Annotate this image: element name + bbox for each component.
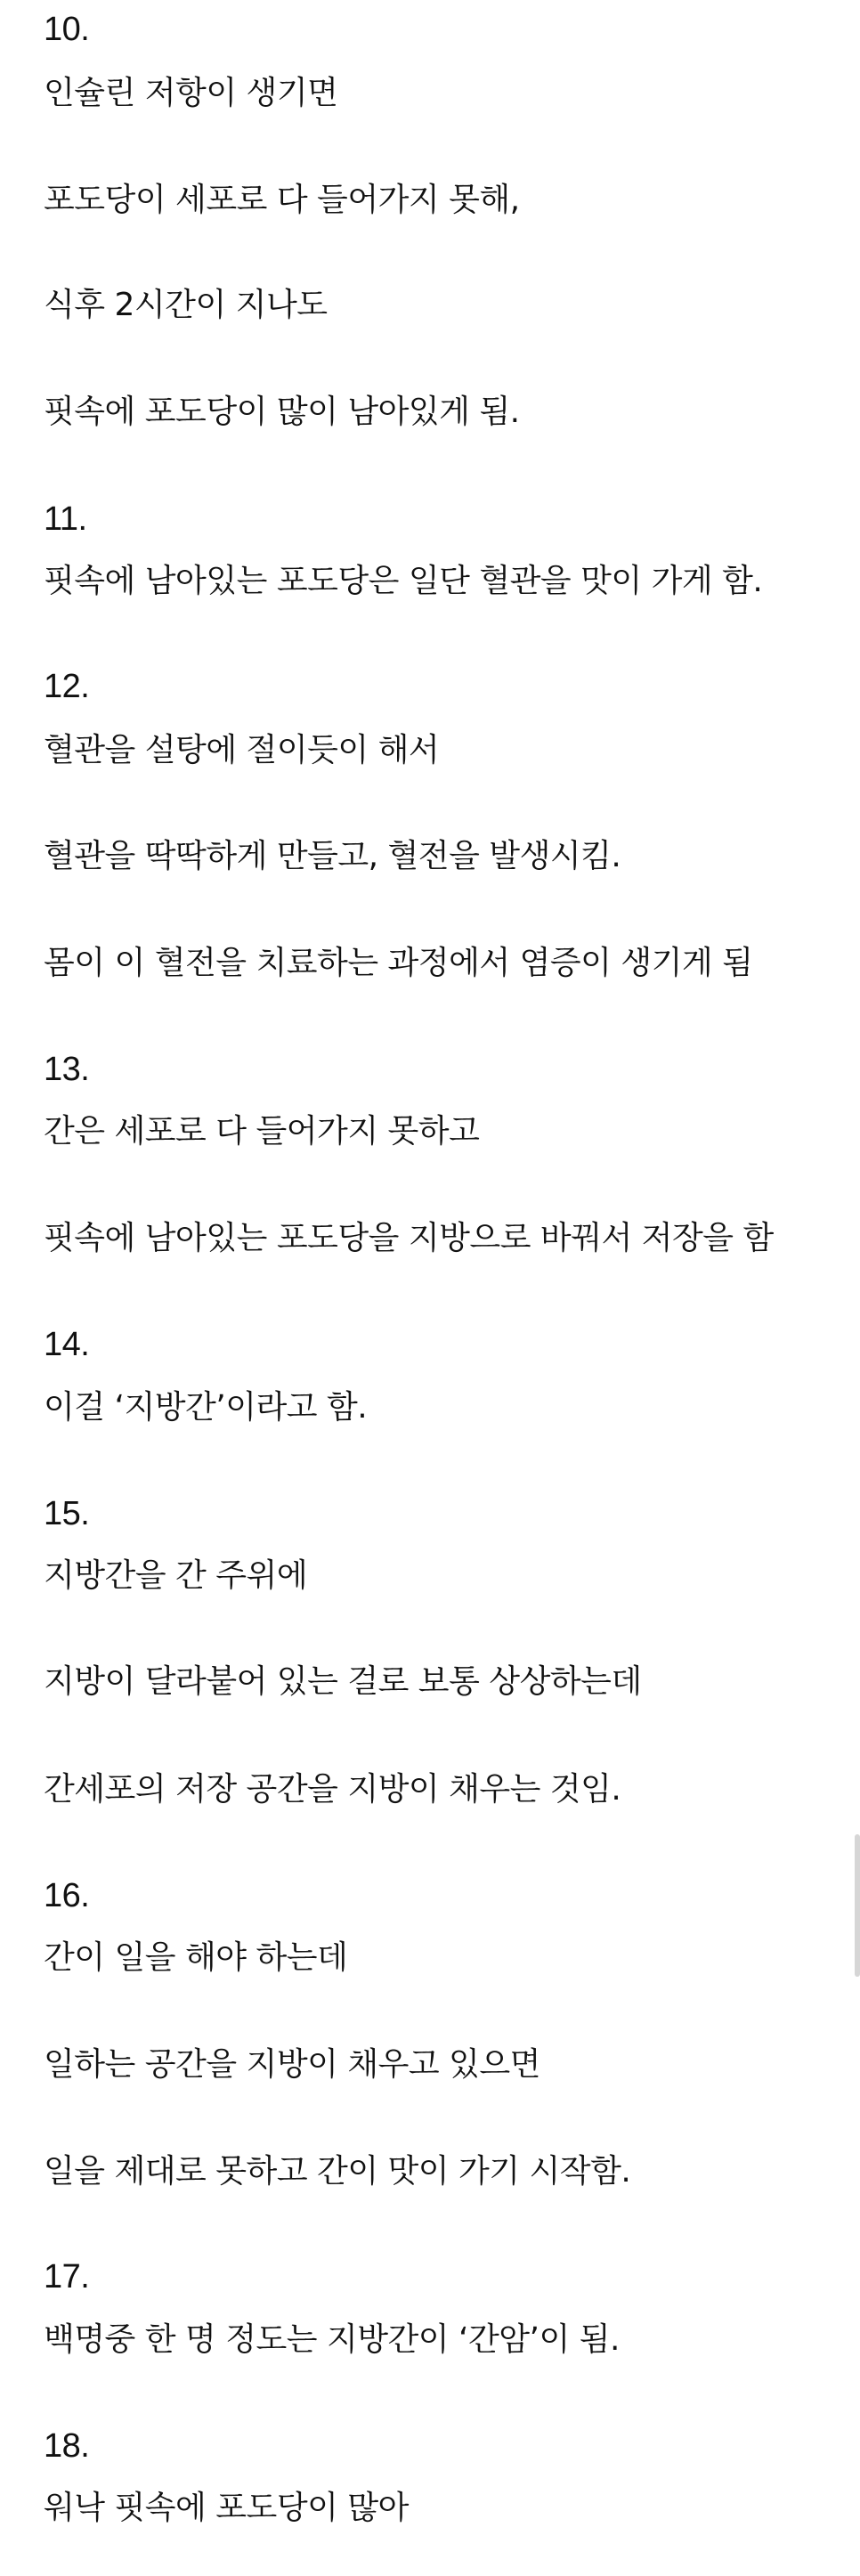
paragraph-line: 일하는 공간을 지방이 채우고 있으면	[44, 2046, 540, 2083]
paragraph-line: 식후 2시간이 지나도	[44, 287, 328, 323]
section-number: 18.	[44, 2427, 90, 2465]
section-number: 16.	[44, 1877, 90, 1914]
paragraph-line: 백명중 한 명 정도는 지방간이 ‘간암’이 됨.	[44, 2321, 620, 2358]
paragraph-line: 혈관을 설탕에 절이듯이 해서	[44, 732, 440, 768]
paragraph-line: 워낙 핏속에 포도당이 많아	[44, 2490, 409, 2526]
paragraph-line: 인슐린 저항이 생기면	[44, 75, 338, 111]
paragraph-line: 간은 세포로 다 들어가지 못하고	[44, 1113, 480, 1150]
paragraph-line: 몸이 이 혈전을 치료하는 과정에서 염증이 생기게 됨	[44, 945, 753, 981]
paragraph-line: 포도당이 세포로 다 들어가지 못해,	[44, 182, 520, 218]
section-number: 11.	[44, 500, 87, 538]
paragraph-line: 핏속에 남아있는 포도당을 지방으로 바꿔서 저장을 함	[44, 1220, 774, 1256]
scrollbar-thumb[interactable]	[855, 1834, 860, 1977]
section-number: 13.	[44, 1051, 90, 1088]
section-number: 15.	[44, 1495, 90, 1532]
section-number: 10.	[44, 11, 90, 48]
paragraph-line: 이걸 ‘지방간’이라고 함.	[44, 1389, 368, 1426]
paragraph-line: 간세포의 저장 공간을 지방이 채우는 것임.	[44, 1771, 621, 1808]
paragraph-line: 혈관을 딱딱하게 만들고, 혈전을 발생시킴.	[44, 838, 621, 874]
paragraph-line: 핏속에 남아있는 포도당은 일단 혈관을 맛이 가게 함.	[44, 563, 763, 599]
paragraph-line: 지방이 달라붙어 있는 걸로 보통 상상하는데	[44, 1663, 642, 1700]
paragraph-line: 일을 제대로 못하고 간이 맛이 가기 시작함.	[44, 2153, 631, 2190]
section-number: 12.	[44, 668, 90, 705]
paragraph-line: 간이 일을 해야 하는데	[44, 1939, 348, 1976]
section-number: 17.	[44, 2258, 90, 2296]
section-number: 14.	[44, 1326, 90, 1363]
paragraph-line: 핏속에 포도당이 많이 남아있게 됨.	[44, 394, 520, 430]
paragraph-line: 지방간을 간 주위에	[44, 1557, 308, 1594]
